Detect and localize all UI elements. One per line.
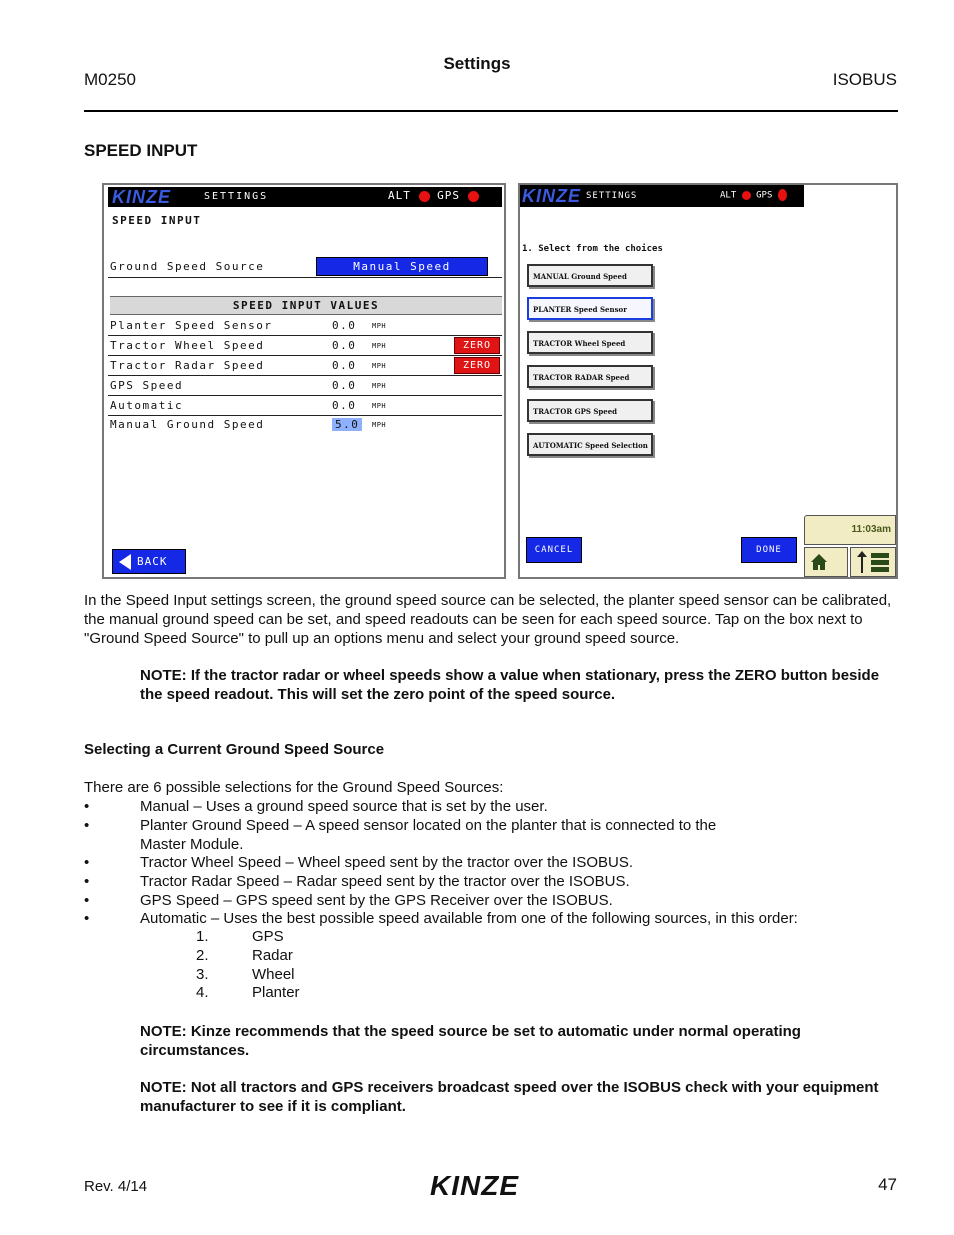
menu-button[interactable]: [850, 547, 896, 577]
screen1-topbar: [108, 187, 502, 207]
clock-panel: [804, 515, 896, 545]
alt-gps-status-2: [720, 189, 787, 201]
screen1-subtitle: SPEED INPUT: [112, 214, 202, 227]
alt-label-2: ALT: [720, 190, 737, 201]
list-intro: There are 6 possible selections for the Ground Speed Sources:: [84, 779, 504, 796]
note-recommend: NOTE: Kinze recommends that the speed source be set to automatic under normal operating circumstances.: [140, 1023, 801, 1059]
choices-screen: [518, 183, 898, 579]
speed-source-choice[interactable]: AUTOMATIC Speed Selection: [527, 433, 653, 456]
note-compat: NOTE: Not all tractors and GPS receivers broadcast speed over the ISOBUS check with your equipment manufacturer to see if it is compliant.: [140, 1079, 879, 1115]
order-item: GPS: [252, 928, 284, 945]
menu-arrow-icon: [854, 551, 894, 575]
order-item: Planter: [252, 984, 300, 1001]
speed-row-value: 0.0: [332, 319, 357, 332]
bullet-icon: •: [84, 873, 90, 890]
speed-input-screen: [102, 183, 506, 579]
row-divider: [108, 355, 502, 356]
order-number: 4.: [196, 984, 209, 1001]
kinze-logo-2: KINZE: [522, 186, 581, 206]
bullet-icon: •: [84, 910, 90, 927]
bullet-icon: •: [84, 798, 90, 815]
order-item: Wheel: [252, 966, 295, 983]
speed-row-value: 0.0: [332, 379, 357, 392]
gps-label-2: GPS: [756, 190, 773, 201]
speed-source-choice[interactable]: TRACTOR Wheel Speed: [527, 331, 653, 354]
order-number: 1.: [196, 928, 209, 945]
speed-source-choice[interactable]: PLANTER Speed Sensor: [527, 297, 653, 320]
speed-row-label: GPS Speed: [110, 379, 184, 392]
screen2-title: SETTINGS: [586, 191, 638, 201]
instruction-text: 1. Select from the choices: [522, 244, 663, 254]
alt-status-icon-2: [742, 191, 751, 200]
cancel-button[interactable]: CANCEL: [526, 537, 582, 563]
ground-speed-source-select[interactable]: Manual Speed: [316, 257, 488, 276]
speed-row-unit: MPH: [372, 402, 387, 410]
gps-status-icon-2: [778, 189, 787, 201]
gps-status-icon: [468, 191, 479, 202]
row-divider: [108, 335, 502, 336]
zero-button[interactable]: ZERO: [454, 357, 500, 374]
speed-row-unit: MPH: [372, 342, 387, 350]
gps-label: GPS: [437, 189, 460, 202]
speed-row-value: 0.0: [332, 339, 357, 352]
revision: Rev. 4/14: [84, 1178, 148, 1195]
done-button[interactable]: DONE: [741, 537, 797, 563]
bullet-icon: •: [84, 854, 90, 871]
screen2-topbar: [520, 185, 804, 207]
speed-row-label: Tractor Wheel Speed: [110, 339, 265, 352]
speed-row-label: Planter Speed Sensor: [110, 319, 273, 332]
speed-row-value: 0.0: [332, 359, 357, 372]
speed-source-choice[interactable]: TRACTOR GPS Speed: [527, 399, 653, 422]
list-item: Tractor Radar Speed – Radar speed sent by the tractor over the ISOBUS.: [140, 873, 630, 890]
doc-section: Settings: [443, 54, 511, 73]
back-label: BACK: [137, 555, 168, 568]
speed-row-value: 0.0: [332, 399, 357, 412]
screen1-title: SETTINGS: [204, 191, 269, 202]
list-item: Planter Ground Speed – A speed sensor located on the planter that is connected to the Master Module.: [140, 817, 717, 853]
list-item: Automatic – Uses the best possible speed available from one of the following sources, in this order:: [140, 910, 798, 927]
row-divider: [108, 395, 502, 396]
list-item: Tractor Wheel Speed – Wheel speed sent by the tractor over the ISOBUS.: [140, 854, 634, 871]
back-button[interactable]: [112, 549, 186, 574]
home-button[interactable]: [804, 547, 848, 577]
speed-row-unit: MPH: [372, 382, 387, 390]
clock-time: 11:03am: [851, 524, 891, 535]
order-item: Radar: [252, 947, 293, 964]
order-number: 2.: [196, 947, 209, 964]
manual-speed-input[interactable]: 5.0: [332, 418, 362, 431]
list-item: Manual – Uses a ground speed source that is set by the user.: [140, 798, 548, 815]
page-number: 47: [878, 1175, 897, 1194]
back-arrow-icon: [119, 554, 131, 570]
doc-topic: ISOBUS: [832, 70, 897, 89]
speed-row-label: Automatic: [110, 399, 184, 412]
note-zero: NOTE: If the tractor radar or wheel speeds show a value when stationary, press the ZERO button beside the speed readout. This will set the zero point of the speed source.: [140, 667, 880, 703]
alt-label: ALT: [388, 189, 411, 202]
speed-row-unit: MPH: [372, 322, 387, 330]
intro-paragraph: In the Speed Input settings screen, the ground speed source can be selected, the planter speed sensor can be calibrated, the manual ground speed can be set, and speed readouts can be seen for each speed source. Tap on the box next to "Ground Speed Source" to pull up an options menu and select your ground speed source.: [84, 592, 892, 647]
list-item: GPS Speed – GPS speed sent by the GPS Receiver over the ISOBUS.: [140, 892, 613, 909]
speed-source-choice[interactable]: TRACTOR RADAR Speed: [527, 365, 653, 388]
doc-code: M0250: [84, 70, 136, 89]
divider: [108, 277, 502, 278]
home-icon: [809, 552, 829, 572]
header-rule: [84, 110, 898, 112]
bullet-icon: •: [84, 817, 90, 834]
alt-status-icon: [419, 191, 430, 202]
order-number: 3.: [196, 966, 209, 983]
row-divider: [108, 375, 502, 376]
ground-speed-source-label: Ground Speed Source: [110, 260, 265, 273]
speed-source-choice[interactable]: MANUAL Ground Speed: [527, 264, 653, 287]
speed-row-unit: MPH: [372, 362, 387, 370]
speed-values-header: SPEED INPUT VALUES: [110, 296, 502, 315]
zero-button[interactable]: ZERO: [454, 337, 500, 354]
bullet-icon: •: [84, 892, 90, 909]
kinze-logo: KINZE: [112, 187, 171, 207]
footer-kinze-logo: KINZE: [430, 1170, 519, 1201]
alt-gps-status: [388, 189, 479, 202]
speed-row-label: Manual Ground Speed: [110, 418, 265, 431]
subheading: Selecting a Current Ground Speed Source: [84, 741, 385, 758]
speed-row-unit: MPH: [372, 421, 387, 429]
row-divider: [108, 415, 502, 416]
section-title: SPEED INPUT: [84, 141, 198, 160]
speed-row-label: Tractor Radar Speed: [110, 359, 265, 372]
